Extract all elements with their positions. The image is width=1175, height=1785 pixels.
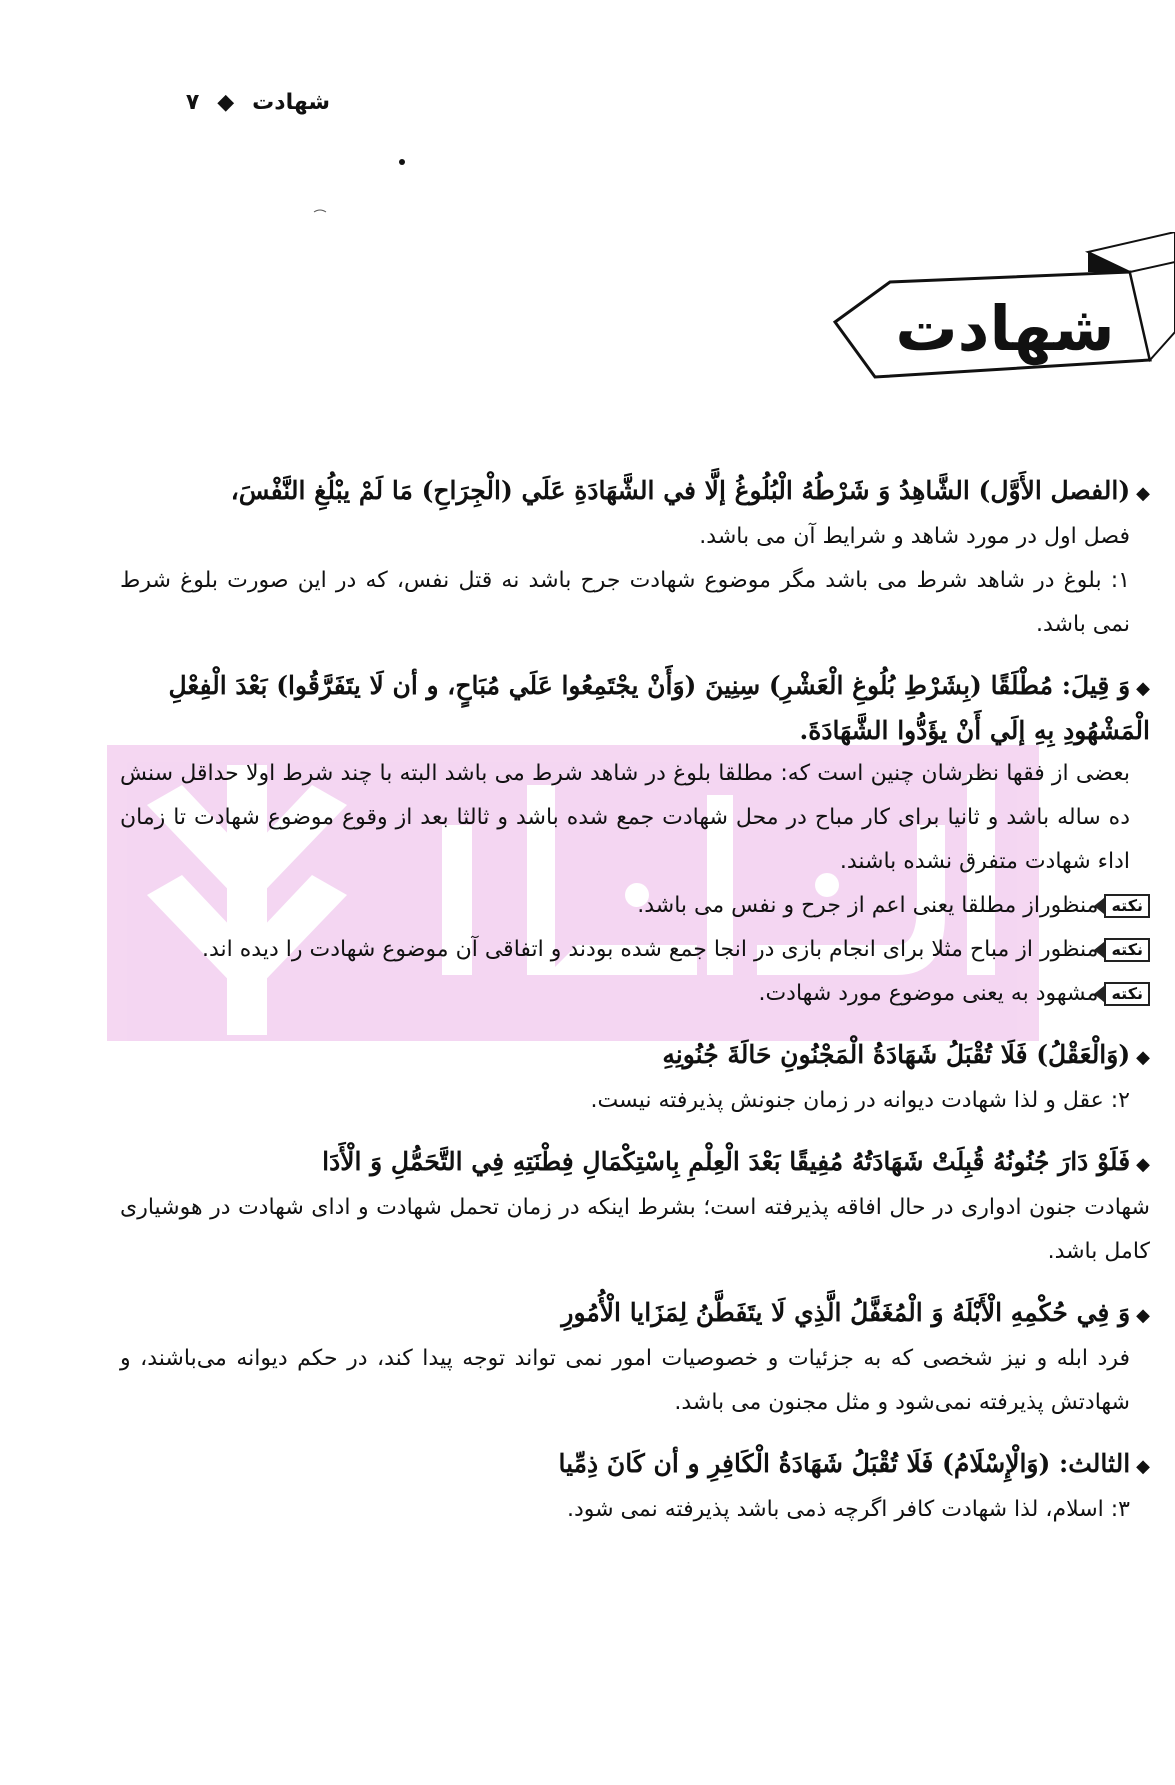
section-3 <box>120 1034 1150 1123</box>
bullet-diamond-icon: ◆ <box>1136 1047 1150 1068</box>
scan-specks <box>300 150 420 230</box>
persian-text: فصل اول در مورد شاهد و شرایط آن می باشد. <box>699 524 1130 549</box>
note-tag: نکته <box>1104 982 1150 1006</box>
arabic-text: ◆فَلَوْ دَارَ جُنُونُهُ قُبِلَتْ شَهَادَتُهُ مُفِيقًا بَعْدَ الْعِلْمِ بِاسْتِكْمَالِ فِطْنَتِهِ فِي التَّحَمُّلِ وَ الْأَدَا <box>322 1147 1150 1176</box>
chapter-title: شهادت <box>895 292 1115 365</box>
diamond-separator-icon: ◆ <box>217 89 235 115</box>
bullet-diamond-icon: ◆ <box>1136 483 1150 504</box>
section-5 <box>120 1292 1150 1425</box>
bullet-diamond-icon: ◆ <box>1136 1305 1150 1326</box>
arabic-text: ◆وَ فِي حُكْمِهِ الْأَبْلَهُ وَ الْمُغَفَّلُ الَّذِي لَا يتَفَطَّنُ لِمَزَايا الْأُمُورِ <box>561 1298 1150 1327</box>
bullet-diamond-icon: ◆ <box>1136 1456 1150 1477</box>
persian-text: بعضی از فقها نظرشان چنین است که: مطلقا بلوغ در شاهد شرط می باشد البته با چند شرط اولا حداقل سنش ده ساله باشد و ثانیا برای کار مباح در محل شهادت جمع شده باشد و ثالثا بعد از وقوع موضوع شهادت تا زمان اداء شهادت متفرق نشده باشند. <box>120 761 1130 874</box>
persian-text: ۱: بلوغ در شاهد شرط می باشد مگر موضوع شهادت جرح باشد نه قتل نفس، که در این صورت بلوغ شرط نمی باشد. <box>120 568 1130 637</box>
arabic-text: ◆الثالث: (وَالْإِسْلَامُ) فَلَا تُقْبَلُ شَهَادَةُ الْكَافِرِ و أن كَانَ ذِمِّيا <box>558 1449 1150 1478</box>
chapter-banner <box>830 232 1175 432</box>
note-1: نکتهمنظوراز مطلقا یعنی اعم از جرح و نفس می باشد. <box>120 884 1150 928</box>
running-header-title: شهادت <box>252 89 330 115</box>
note-3: نکتهمشهود به یعنی موضوع مورد شهادت. <box>120 972 1150 1016</box>
section-6 <box>120 1443 1150 1532</box>
note-tag: نکته <box>1104 938 1150 962</box>
arabic-text: ◆(وَالْعَقْلُ) فَلَا تُقْبَلُ شَهَادَةُ الْمَجْنُونِ حَالَةَ جُنُونِهِ <box>662 1040 1150 1069</box>
section-4 <box>120 1141 1150 1274</box>
note-tag: نکته <box>1104 894 1150 918</box>
bullet-diamond-icon: ◆ <box>1136 1154 1150 1175</box>
persian-text: ۳: اسلام، لذا شهادت کافر اگرچه ذمی باشد پذیرفته نمی شود. <box>566 1497 1130 1522</box>
main-content <box>120 470 1150 1550</box>
arabic-text: ◆وَ قِيلَ: مُطْلَقًا (بِشَرْطِ بُلُوغِ الْعَشْرِ) سِنِينَ (وَأَنْ يجْتَمِعُوا عَلَي مُبَاحٍ، و أن لَا يتَفَرَّقُوا) بَعْدَ الْفِعْلِ الْمَشْهُودِ بِهِ إلَي أَنْ يؤَدُّوا الشَّهَادَةَ. <box>168 671 1150 745</box>
note-2: نکتهمنظور از مباح مثلا برای انجام بازی در انجا جمع شده بودند و اتفاقی آن موضوع شهادت را دیده اند. <box>120 928 1150 972</box>
persian-text: ۲: عقل و لذا شهادت دیوانه در زمان جنونش پذیرفته نیست. <box>590 1088 1130 1113</box>
persian-text: شهادت جنون ادواری در حال افاقه پذیرفته است؛ بشرط اینکه در زمان تحمل شهادت و ادای شهادت در هوشیاری کامل باشد. <box>120 1195 1150 1264</box>
section-2 <box>120 665 1150 1016</box>
section-1 <box>120 470 1150 647</box>
bullet-diamond-icon: ◆ <box>1136 678 1150 699</box>
page-number: ۷ <box>185 89 200 115</box>
persian-text: فرد ابله و نیز شخصی که به جزئیات و خصوصیات امور نمی تواند توجه پیدا کند، در حکم دیوانه می‌باشند، و شهادتش پذیرفته نمی‌شود و مثل مجنون می باشد. <box>120 1346 1130 1415</box>
arabic-text: ◆(الفصل الأَوَّل) الشَّاهِدُ وَ شَرْطُهُ الْبُلُوغُ إلَّا في الشَّهَادَةِ عَلَي (الْجِرَاحِ) مَا لَمْ يبْلُغِ النَّفْسَ، <box>230 476 1150 505</box>
running-header <box>150 82 330 122</box>
